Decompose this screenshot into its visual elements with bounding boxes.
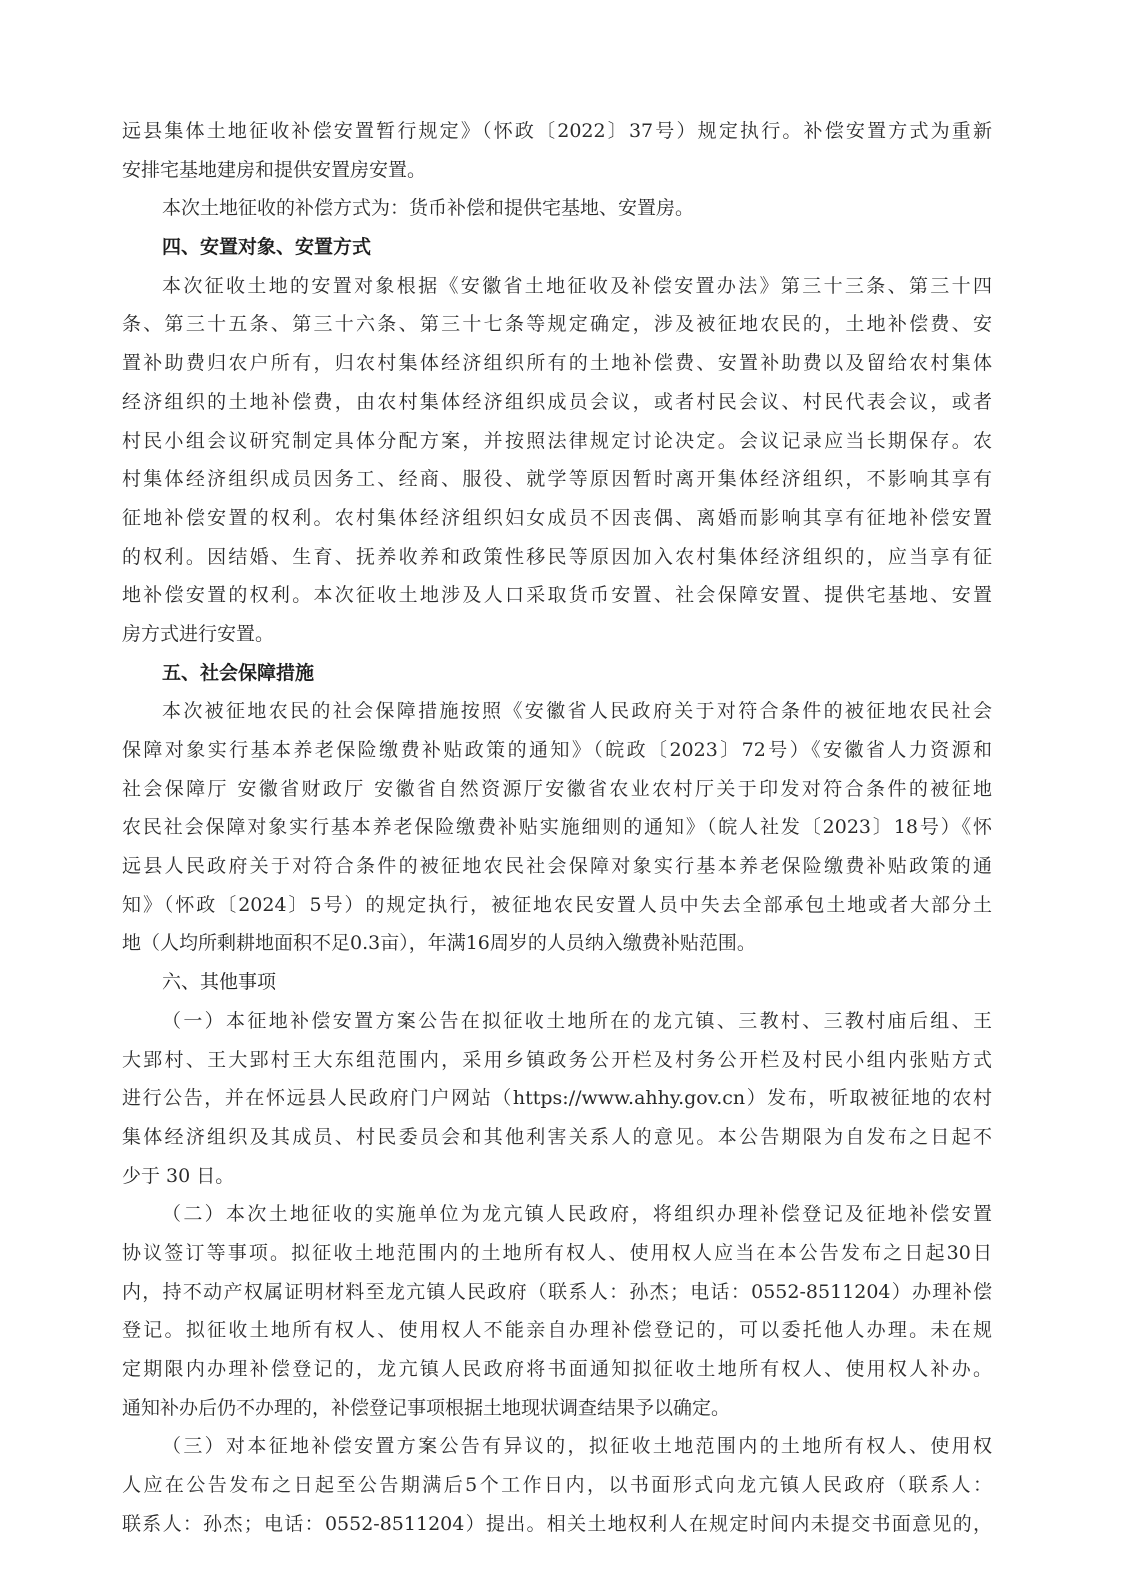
paragraph-line: （三）对本征地补偿安置方案公告有异议的，拟征收土地范围内的土地所有权人、使用权 [162, 1435, 992, 1458]
paragraph-line: 集体经济组织及其成员、村民委员会和其他利害关系人的意见。本公告期限为自发布之日起不 [122, 1125, 992, 1148]
paragraph-line: 保障对象实行基本养老保险缴费补贴政策的通知》（皖政〔2023〕72号）《安徽省人力资源和 [122, 739, 992, 761]
section-heading: 五、社会保障措施 [162, 661, 315, 684]
paragraph-line: 本次征收土地的安置对象根据《安徽省土地征收及补偿安置办法》第三十三条、第三十四 [162, 274, 992, 297]
paragraph-line: 登记。拟征收土地所有权人、使用权人不能亲自办理补偿登记的，可以委托他人办理。未在规 [122, 1319, 992, 1342]
paragraph-line: 条、第三十五条、第三十六条、第三十七条等规定确定，涉及被征地农民的，土地补偿费、安 [122, 313, 992, 336]
paragraph-line: 人应在公告发布之日起至公告期满后5个工作日内，以书面形式向龙亢镇人民政府（联系人： [122, 1474, 992, 1497]
paragraph-line: 内，持不动产权属证明材料至龙亢镇人民政府（联系人：孙杰；电话：0552-8511204）办理补偿 [122, 1280, 992, 1303]
paragraph-line: 房方式进行安置。 [122, 622, 275, 645]
paragraph-line: 地（人均所剩耕地面积不足0.3亩），年满16周岁的人员纳入缴费补贴范围。 [122, 932, 756, 955]
paragraph-line: 远县集体土地征收补偿安置暂行规定》（怀政〔2022〕37号）规定执行。补偿安置方式为重新 [122, 120, 992, 142]
paragraph-line: 大郢村、王大郢村王大东组范围内，采用乡镇政务公开栏及村务公开栏及村民小组内张贴方式 [122, 1048, 992, 1071]
paragraph-line: 知》（怀政〔2024〕5号）的规定执行，被征地农民安置人员中失去全部承包土地或者大部分土 [122, 893, 992, 916]
paragraph-line: 村民小组会议研究制定具体分配方案，并按照法律规定讨论决定。会议记录应当长期保存。农 [122, 429, 992, 452]
paragraph-line: 社会保障厅 安徽省财政厅 安徽省自然资源厅安徽省农业农村厅关于印发对符合条件的被征地 [122, 777, 992, 800]
paragraph-line: 远县人民政府关于对符合条件的被征地农民社会保障对象实行基本养老保险缴费补贴政策的通 [122, 855, 992, 878]
paragraph-line: （二）本次土地征收的实施单位为龙亢镇人民政府，将组织办理补偿登记及征地补偿安置 [162, 1203, 992, 1226]
paragraph-line: 少于 30 日。 [122, 1164, 235, 1187]
section-heading: 四、安置对象、安置方式 [162, 236, 372, 259]
paragraph-line: 的权利。因结婚、生育、抚养收养和政策性移民等原因加入农村集体经济组织的，应当享有征 [122, 545, 992, 568]
paragraph-line: 经济组织的土地补偿费，由农村集体经济组织成员会议，或者村民会议、村民代表会议，或者 [122, 390, 992, 413]
paragraph-line: 本次土地征收的补偿方式为：货币补偿和提供宅基地、安置房。 [162, 197, 695, 220]
paragraph-line: 联系人：孙杰；电话：0552-8511204）提出。相关土地权利人在规定时间内未提交书面意见的， [122, 1512, 992, 1535]
paragraph-line: 村集体经济组织成员因务工、经商、服役、就学等原因暂时离开集体经济组织，不影响其享有 [122, 468, 992, 491]
paragraph-line: 本次被征地农民的社会保障措施按照《安徽省人民政府关于对符合条件的被征地农民社会 [162, 700, 992, 723]
paragraph-line: 地补偿安置的权利。本次征收土地涉及人口采取货币安置、社会保障安置、提供宅基地、安置 [122, 584, 992, 607]
paragraph-line: 置补助费归农户所有，归农村集体经济组织所有的土地补偿费、安置补助费以及留给农村集体 [122, 352, 992, 375]
paragraph-line: 定期限内办理补偿登记的，龙亢镇人民政府将书面通知拟征收土地所有权人、使用权人补办。 [122, 1358, 992, 1380]
document-body [122, 112, 992, 1543]
paragraph-line: （一）本征地补偿安置方案公告在拟征收土地所在的龙亢镇、三教村、三教村庙后组、王 [162, 1009, 992, 1032]
paragraph-line: 征地补偿安置的权利。农村集体经济组织妇女成员不因丧偶、离婚而影响其享有征地补偿安置 [122, 506, 992, 529]
paragraph-line: 进行公告，并在怀远县人民政府门户网站（https://www.ahhy.gov.cn）发布，听取被征地的农村 [122, 1087, 992, 1110]
paragraph-line: 安排宅基地建房和提供安置房安置。 [122, 158, 427, 181]
section-heading: 六、其他事项 [162, 971, 277, 994]
paragraph-line: 农民社会保障对象实行基本养老保险缴费补贴实施细则的通知》（皖人社发〔2023〕18号）《怀 [122, 816, 992, 839]
paragraph-line: 协议签订等事项。拟征收土地范围内的土地所有权人、使用权人应当在本公告发布之日起30日 [122, 1241, 992, 1264]
paragraph-line: 通知补办后仍不办理的，补偿登记事项根据土地现状调查结果予以确定。 [122, 1396, 731, 1419]
